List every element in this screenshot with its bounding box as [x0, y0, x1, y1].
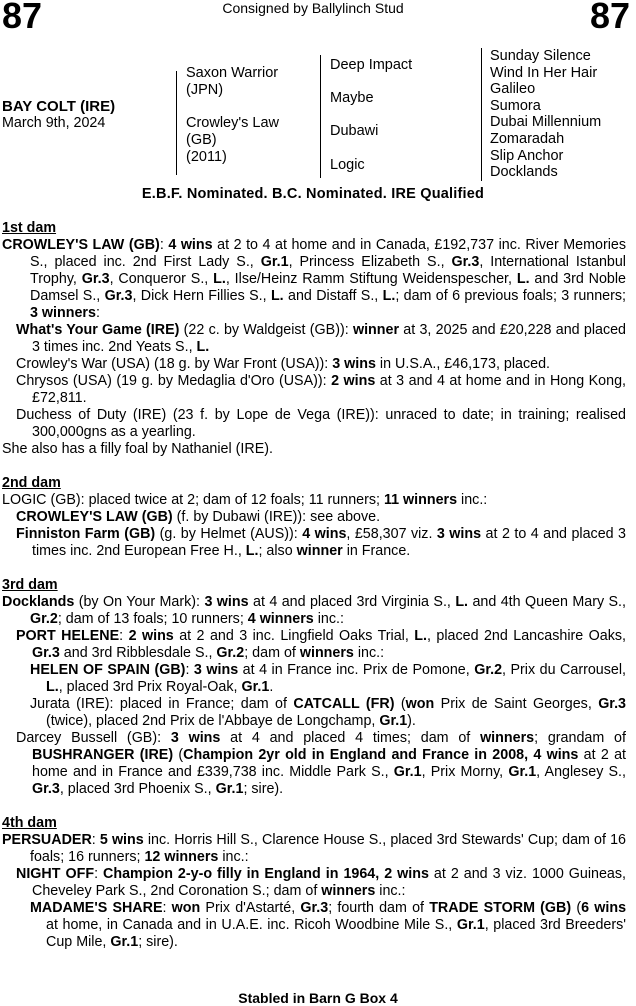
progeny-entry: PORT HELENE: 2 wins at 2 and 3 inc. Lingfield Oaks Trial, L., placed 2nd Lancashire Oaks, Gr.3 and 3rd Ribblesdale S., Gr.2; dam of winners inc.: [16, 628, 626, 661]
g3-ancestor: Galileo [490, 81, 536, 98]
progeny-entry: NIGHT OFF: Champion 2-y-o filly in England in 1964, 2 wins at 2 and 3 viz. 1000 Guineas, Cheveley Park S., 2nd Coronation S.; dam of winners inc.: [16, 866, 626, 899]
g3-ancestor: Docklands [490, 164, 558, 181]
sire-sire: Deep Impact [330, 57, 413, 73]
progeny-entry: Chrysos (USA) (19 g. by Medaglia d'Oro (USA)): 2 wins at 3 and 4 at home and in Hong Kong, £72,811. [16, 373, 627, 406]
progeny-entry: Finniston Farm (GB) (g. by Helmet (AUS)): 4 wins, £58,307 viz. 3 wins at 2 to 4 and placed 3 times inc. 2nd European Free H., L.; also winner in France. [16, 526, 627, 559]
nominations: E.B.F. Nominated. B.C. Nominated. IRE Qualified [141, 186, 485, 202]
dam1-paragraph: CROWLEY'S LAW (GB): 4 wins at 2 to 4 at home and in Canada, £192,737 inc. River Memories S., placed inc. 2nd First Lady S., Gr.1, Princess Elizabeth S., Gr.3, International Istanbul Trophy, Gr.3, Conqueror S., L., Ilse/Heinz Ramm Stiftung Weidenspescher, L. and 3rd Noble Damsel S., Gr.3, Dick Hern Fillies S., L. and Distaff S., L.; dam of 6 previous foals; 3 runners; 3 winners: [2, 237, 627, 321]
progeny-entry: Duchess of Duty (IRE) (23 f. by Lope de Vega (IRE)): unraced to date; in training; realised 300,000gns as a yearling. [16, 407, 626, 440]
sire-name: Saxon Warrior [186, 65, 279, 81]
g3-ancestor: Slip Anchor [490, 147, 564, 164]
pedigree-bracket [176, 71, 177, 175]
g3-ancestor: Sumora [490, 97, 541, 114]
dam2-paragraph: LOGIC (GB): placed twice at 2; dam of 12 foals; 11 runners; 11 winners inc.: [2, 492, 488, 508]
progeny-entry: What's Your Game (IRE) (22 c. by Waldgeist (GB)): winner at 3, 2025 and £20,228 and placed 3 times inc. 2nd Yeats S., L. [16, 322, 626, 355]
g3-ancestor: Zomaradah [490, 130, 565, 147]
g3-ancestor: Dubai Millennium [490, 114, 602, 131]
dam-dam: Logic [330, 157, 365, 173]
progeny-entry: HELEN OF SPAIN (GB): 3 wins at 4 in France inc. Prix de Pomone, Gr.2, Prix du Carrousel, L., placed 3rd Prix Royal-Oak, Gr.1. [30, 662, 626, 695]
progeny-entry: MADAME'S SHARE: won Prix d'Astarté, Gr.3; fourth dam of TRADE STORM (GB) (6 wins at home, in Canada and in U.A.E. inc. Ricoh Woodbine Mile S., Gr.1, placed 3rd Breeders' Cup Mile, Gr.1; sire). [30, 900, 627, 950]
g3-ancestor: Sunday Silence [490, 48, 591, 64]
lot-number-left: 87 [2, 0, 43, 36]
section-heading-3rd-dam: 3rd dam [2, 577, 58, 593]
pedigree-bracket [481, 48, 482, 181]
section-heading-2nd-dam: 2nd dam [2, 475, 61, 491]
section-heading-4th-dam: 4th dam [2, 815, 57, 831]
sire-dam: Maybe [330, 90, 374, 106]
sire-country: (JPN) [186, 82, 224, 98]
progeny-entry: Darcey Bussell (GB): 3 wins at 4 and placed 4 times; dam of winners; grandam of BUSHRANGER (IRE) (Champion 2yr old in England and France in 2008, 4 wins at 2 at home and in France and £339,738 inc. Middle Park S., Gr.1, Prix Morny, Gr.1, Anglesey S., Gr.3, placed 3rd Phoenix S., Gr.1; sire). [16, 730, 627, 797]
dam-sire: Dubawi [330, 123, 379, 139]
section-heading-1st-dam: 1st dam [2, 220, 57, 236]
consignor: Consigned by Ballylinch Stud [222, 0, 404, 16]
stabling-note: Stabled in Barn G Box 4 [238, 990, 398, 1006]
pedigree-dam [186, 115, 279, 166]
g3-ancestor: Wind In Her Hair [490, 64, 598, 81]
pedigree-third-generation [490, 48, 601, 181]
dam-country: (GB) [186, 132, 217, 148]
dam-year: (2011) [186, 149, 227, 165]
progeny-entry: Crowley's War (USA) (18 g. by War Front (USA)): 3 wins in U.S.A., £46,173, placed. [16, 356, 551, 372]
pedigree-sire [186, 65, 278, 99]
progeny-entry: Jurata (IRE): placed in France; dam of CATCALL (FR) (won Prix de Saint Georges, Gr.3 (twice), placed 2nd Prix de l'Abbaye de Longchamp, Gr.1). [30, 696, 627, 729]
progeny-entry: CROWLEY'S LAW (GB) (f. by Dubawi (IRE)): see above. [16, 509, 381, 525]
lot-number-right: 87 [589, 0, 630, 36]
pedigree-bracket [320, 55, 321, 178]
foaling-date: March 9th, 2024 [2, 115, 106, 131]
dam4-paragraph: PERSUADER: 5 wins inc. Horris Hill S., Clarence House S., placed 3rd Stewards' Cup; dam of 16 foals; 16 runners; 12 winners inc.: [2, 832, 626, 865]
horse-sex: BAY COLT (IRE) [2, 98, 116, 115]
dam3-paragraph: Docklands (by On Your Mark): 3 wins at 4 and placed 3rd Virginia S., L. and 4th Queen Mary S., Gr.2; dam of 13 foals; 10 runners; 4 winners inc.: [2, 594, 626, 627]
dam1-note: She also has a filly foal by Nathaniel (IRE). [2, 441, 273, 457]
dam-name: Crowley's Law [186, 115, 280, 131]
horse-identity [2, 98, 115, 132]
catalogue-page-body [2, 220, 626, 951]
